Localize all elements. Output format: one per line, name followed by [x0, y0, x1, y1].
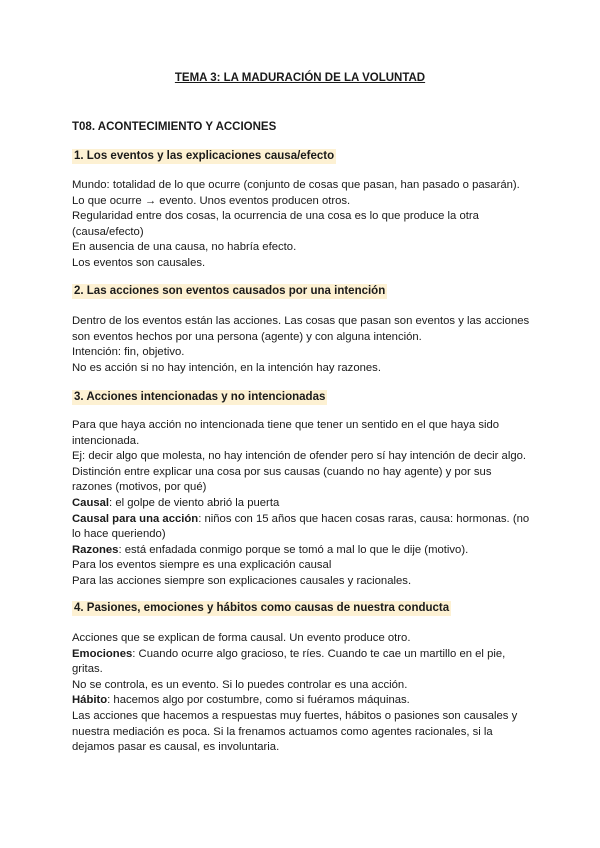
- paragraph: Para los eventos siempre es una explicación causal: [72, 559, 332, 572]
- paragraph: Lo que ocurre → evento. Unos eventos producen otros.: [72, 194, 351, 207]
- paragraph: Intención: fin, objetivo.: [72, 346, 185, 359]
- paragraph: Para las acciones siempre son explicaciones causales y racionales.: [72, 574, 412, 587]
- term-label: Razones: [72, 543, 119, 556]
- term-label: Hábito: [72, 694, 108, 707]
- paragraph: En ausencia de una causa, no habría efecto.: [72, 241, 297, 254]
- term-label: Emociones: [72, 647, 133, 660]
- labeled-line: [72, 647, 534, 678]
- section-3-body: [72, 418, 534, 590]
- paragraph: Mundo: totalidad de lo que ocurre (conjunto de cosas que pasan, han pasado o pasarán).: [72, 179, 520, 191]
- paragraph: Regularidad entre dos cosas, la ocurrencia de una cosa es lo que produce la otra (causa/efecto): [72, 210, 479, 238]
- section-3-heading: 3. Acciones intencionadas y no intencionadas: [74, 391, 326, 403]
- term-text: : hacemos algo por costumbre, como si fuéramos máquinas.: [107, 694, 410, 707]
- labeled-line: [72, 512, 534, 543]
- paragraph: Para que haya acción no intencionada tiene que tener un sentido en el que haya sido intencionada.: [72, 419, 500, 447]
- term-label: Causal para una acción: [72, 512, 199, 525]
- section-1-body: [72, 178, 534, 272]
- paragraph: No se controla, es un evento. Si lo puedes controlar es una acción.: [72, 678, 408, 691]
- term-text: : Cuando ocurre algo gracioso, te ríes. Cuando te cae un martillo en el pie, gritas.: [72, 647, 506, 676]
- document-subtitle: T08. ACONTECIMIENTO Y ACCIONES: [72, 121, 277, 133]
- labeled-line: [72, 693, 534, 709]
- document-title: TEMA 3: LA MADURACIÓN DE LA VOLUNTAD: [174, 72, 426, 84]
- paragraph: Dentro de los eventos están las acciones. Las cosas que pasan son eventos y las acciones son eventos hechos por una persona (agente) y con alguna intención.: [72, 315, 530, 343]
- paragraph: Acciones que se explican de forma causal. Un evento produce otro.: [72, 632, 411, 644]
- paragraph: No es acción si no hay intención, en la intención hay razones.: [72, 361, 381, 374]
- section-1-heading: 1. Los eventos y las explicaciones causa/efecto: [74, 150, 335, 162]
- labeled-line: [72, 543, 534, 559]
- paragraph: Las acciones que hacemos a respuestas muy fuertes, hábitos o pasiones son causales y nuestra mediación es poca. Si la frenamos actuamos como agentes racionales, si la dejamos pasar es causal, es involuntaria.: [72, 709, 518, 754]
- section-4-body: [72, 631, 534, 756]
- paragraph: Ej: decir algo que molesta, no hay intención de ofender pero sí hay intención de decir algo.: [72, 450, 527, 463]
- term-text: : está enfadada conmigo porque se tomó a mal lo que le dije (motivo).: [118, 543, 469, 556]
- term-label: Causal: [72, 496, 110, 509]
- paragraph: Distinción entre explicar una cosa por sus causas (cuando no hay agente) y por sus razones (motivos, por qué): [72, 465, 492, 494]
- section-4-heading: 4. Pasiones, emociones y hábitos como causas de nuestra conducta: [74, 602, 450, 614]
- paragraph: Los eventos son causales.: [72, 256, 206, 269]
- section-2-body: [72, 314, 534, 376]
- term-text: : niños con 15 años que hacen cosas raras, causa: hormonas. (no lo hace queriendo): [72, 512, 530, 541]
- section-2-heading: 2. Las acciones son eventos causados por una intención: [74, 285, 386, 297]
- term-text: : el golpe de viento abrió la puerta: [109, 496, 280, 509]
- labeled-line: [72, 496, 534, 512]
